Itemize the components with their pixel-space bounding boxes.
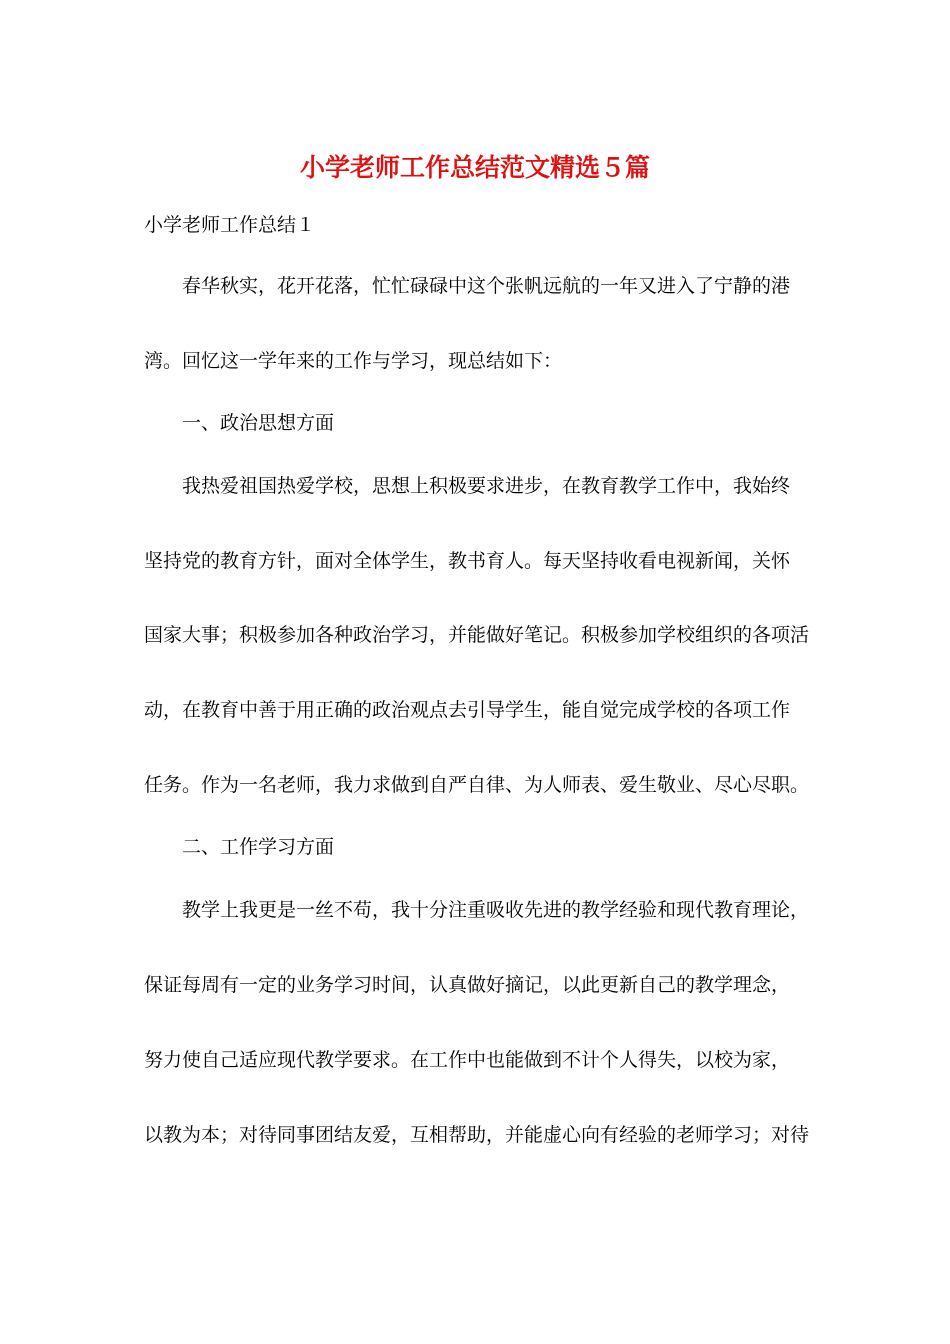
paragraph-line: 春华秋实，花开花落，忙忙碌碌中这个张帆远航的一年又进入了宁静的港 [182, 275, 791, 297]
paragraph-line: 国家大事；积极参加各种政治学习，并能做好笔记。积极参加学校组织的各项活 [144, 624, 810, 646]
paragraph-line: 努力使自己适应现代教学要求。在工作中也能做到不计个人得失，以校为家， [144, 1049, 791, 1071]
document-title: 小学老师工作总结范文精选５篇 [299, 153, 650, 182]
section-heading: 一、政治思想方面 [182, 412, 335, 434]
paragraph-line: 教学上我更是一丝不苟，我十分注重吸收先进的教学经验和现代教育理论， [182, 899, 810, 921]
paragraph-line: 动，在教育中善于用正确的政治观点去引导学生，能自觉完成学校的各项工作 [144, 699, 791, 721]
paragraph-line: 以教为本；对待同事团结友爱，互相帮助，并能虚心向有经验的老师学习；对待 [144, 1124, 810, 1146]
paragraph-line: 我热爱祖国热爱学校，思想上积极要求进步，在教育教学工作中，我始终 [182, 475, 791, 497]
paragraph-line: 坚持党的教育方针，面对全体学生，教书育人。每天坚持收看电视新闻，关怀 [144, 550, 791, 572]
paragraph-line: 任务。作为一名老师，我力求做到自严自律、为人师表、爱生敬业、尽心尽职。 [144, 774, 810, 796]
section-heading: 二、工作学习方面 [182, 836, 335, 858]
paragraph-line: 保证每周有一定的业务学习时间，认真做好摘记，以此更新自己的教学理念， [144, 974, 791, 996]
paragraph-line: 湾。回忆这一学年来的工作与学习，现总结如下： [144, 350, 563, 372]
section-subtitle: 小学老师工作总结１ [144, 214, 316, 236]
